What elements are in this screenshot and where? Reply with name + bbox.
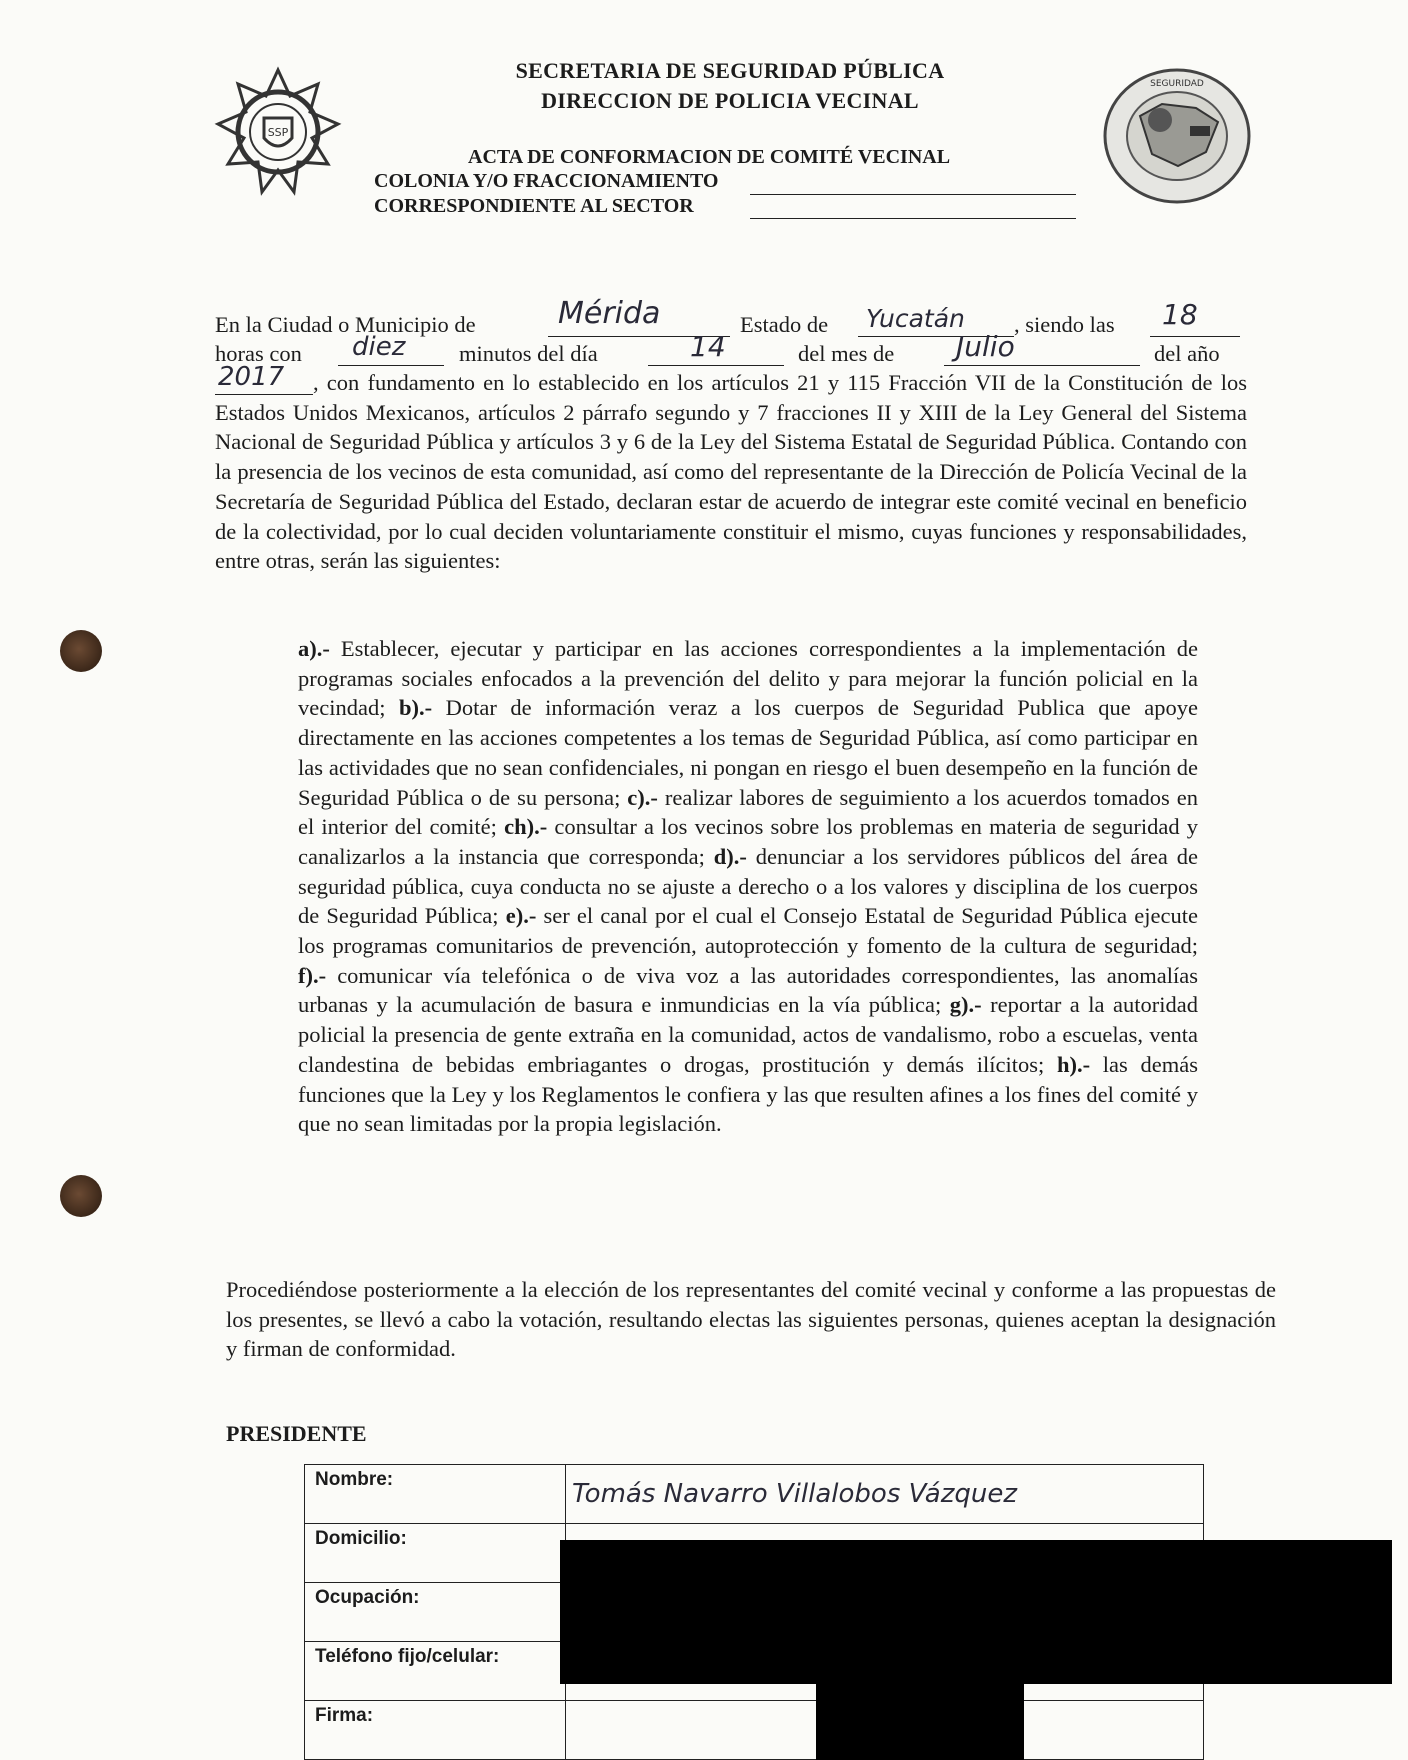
table-row xyxy=(305,1701,1204,1760)
header-line-1: SECRETARIA DE SEGURIDAD PÚBLICA xyxy=(515,58,945,83)
function-letter: ch).- xyxy=(504,814,548,840)
table-row xyxy=(305,1465,1204,1524)
function-text: ser el canal por el cual el Consejo Estatal de Seguridad Pública ejecute los programas comunitarios de prevención, autoprotección y fomento de la cultura de seguridad; xyxy=(298,903,1198,959)
address-label: Domicilio: xyxy=(305,1524,566,1583)
election-paragraph: Procediéndose posteriormente a la elección de los representantes del comité vecinal y conforme a las propuestas de los presentes, se llevó a cabo la votación, resultando electas las siguientes personas, quienes aceptan la designación y firman de conformidad. xyxy=(226,1277,1276,1362)
svg-text:SSP: SSP xyxy=(267,126,289,139)
name-handwritten: Tomás Navarro Villalobos Vázquez xyxy=(572,1479,1017,1509)
colonia-label: COLONIA Y/O FRACCIONAMIENTO xyxy=(374,170,719,192)
function-text: consultar a los vecinos sobre los problemas en materia de seguridad y canalizarlos a la instancia que corresponda; xyxy=(298,814,1198,869)
function-text: las demás funciones que la Ley y los Reglamentos le confiera y las que resulten afines a los fines del comité y que no sean limitadas por la propia legislación. xyxy=(298,1051,1199,1137)
function-text: Establecer, ejecutar y participar en las acciones correspondientes a la implementación de programas sociales enfocados a la prevención del delito y para mejorar la función policial en la vecindad; xyxy=(298,636,1198,721)
function-text: realizar labores de seguimiento a los acuerdos tomados en el interior del comité; xyxy=(298,784,1199,840)
intro-paragraph xyxy=(215,368,1247,576)
phone-label: Teléfono fijo/celular: xyxy=(305,1642,566,1701)
function-letter: c).- xyxy=(627,784,658,810)
day-handwritten: 14 xyxy=(690,330,726,363)
redaction-block-lower xyxy=(816,1684,1024,1760)
function-letter: b).- xyxy=(399,695,433,721)
document-title: ACTA DE CONFORMACION DE COMITÉ VECINAL xyxy=(468,146,951,168)
function-text: reportar a la autoridad policial la presencia de gente extraña en la comunidad, actos de vandalismo, robo a escuelas, venta clandestina de bebidas embriagantes o drogas, prostitución y demás ilícitos; xyxy=(298,992,1198,1077)
state-handwritten: Yucatán xyxy=(866,304,965,333)
sector-label: CORRESPONDIENTE AL SECTOR xyxy=(374,195,694,217)
redaction-block-main xyxy=(560,1540,1392,1684)
month-label: del mes de xyxy=(798,341,895,366)
function-letter: e).- xyxy=(505,903,537,929)
sector-field-line xyxy=(750,218,1076,219)
function-letter: h).- xyxy=(1056,1051,1091,1077)
function-letter: g).- xyxy=(949,992,982,1018)
month-field-line xyxy=(944,365,1140,366)
colonia-field-line xyxy=(750,194,1076,195)
day-field-line xyxy=(648,365,784,366)
year-label: del año xyxy=(1154,341,1220,366)
function-text: denunciar a los servidores públicos del área de seguridad pública, cuya conducta no se ajuste a derecho o a los valores y disciplina de los cuerpos de Seguridad Pública; xyxy=(298,843,1198,929)
function-letter: a).- xyxy=(298,636,330,661)
left-seal-logo xyxy=(212,66,344,198)
hour-handwritten: 18 xyxy=(1162,298,1198,331)
state-label: Estado de xyxy=(740,312,829,337)
minutes-field-line xyxy=(338,365,444,366)
punch-hole-top xyxy=(60,630,102,672)
president-section-title: PRESIDENTE xyxy=(226,1421,367,1446)
day-label: minutos del día xyxy=(459,341,598,366)
function-text: Dotar de información veraz a los cuerpos de Seguridad Publica que apoye directamente en las acciones competentes a los temas de Seguridad Pública, así como participar en las actividades que no sean confidenciales, ni pongan en riesgo el buen desempeño en la función de Seguridad Pública o de su persona; xyxy=(298,695,1198,810)
header-line-2: DIRECCION DE POLICIA VECINAL xyxy=(541,88,919,113)
hour-label: , siendo las xyxy=(1014,312,1115,337)
punch-hole-bottom xyxy=(60,1175,102,1217)
name-label: Nombre: xyxy=(305,1465,566,1524)
functions-list xyxy=(298,634,1198,1139)
hour-field-line xyxy=(1150,336,1240,337)
signature-label: Firma: xyxy=(305,1701,566,1760)
minutes-handwritten: diez xyxy=(352,332,406,362)
occupation-label: Ocupación: xyxy=(305,1583,566,1642)
svg-text:SEGURIDAD: SEGURIDAD xyxy=(1150,79,1204,89)
function-letter: f).- xyxy=(298,962,327,988)
name-value[interactable] xyxy=(566,1465,1204,1524)
city-handwritten: Mérida xyxy=(558,296,661,331)
right-seal-logo xyxy=(1100,66,1254,206)
function-letter: d).- xyxy=(713,843,747,869)
year-handwritten: 2017 xyxy=(218,362,285,392)
function-text: comunicar vía telefónica o de viva voz a las autoridades correspondientes, las anomalías urbanas y la acumulación de basura e inmundicias en la vía pública; xyxy=(298,962,1198,1018)
intro-text-1: En la Ciudad o Municipio de xyxy=(215,312,476,337)
minutes-label: horas con xyxy=(215,341,302,366)
month-handwritten: Julio xyxy=(956,330,1015,363)
intro-legal-text: , con fundamento en lo establecido en los artículos 21 y 115 Fracción VII de la Constitución de los Estados Unidos Mexicanos, artículos 2 párrafo segundo y 7 fracciones II y XIII de la Ley General del Sistema Nacional de Seguridad Pública y artículos 3 y 6 de la Ley del Sistema Estatal de Seguridad Pública. Contando con la presencia de los vecinos de esta comunidad, así como del representante de la Dirección de Policía Vecinal de la Secretaría de Seguridad Pública del Estado, declaran estar de acuerdo de integrar este comité vecinal en beneficio de la colectividad, por lo cual deciden voluntariamente constituir el mismo, cuyas funciones y responsabilidades, entre otras, serán las siguientes: xyxy=(215,370,1247,574)
